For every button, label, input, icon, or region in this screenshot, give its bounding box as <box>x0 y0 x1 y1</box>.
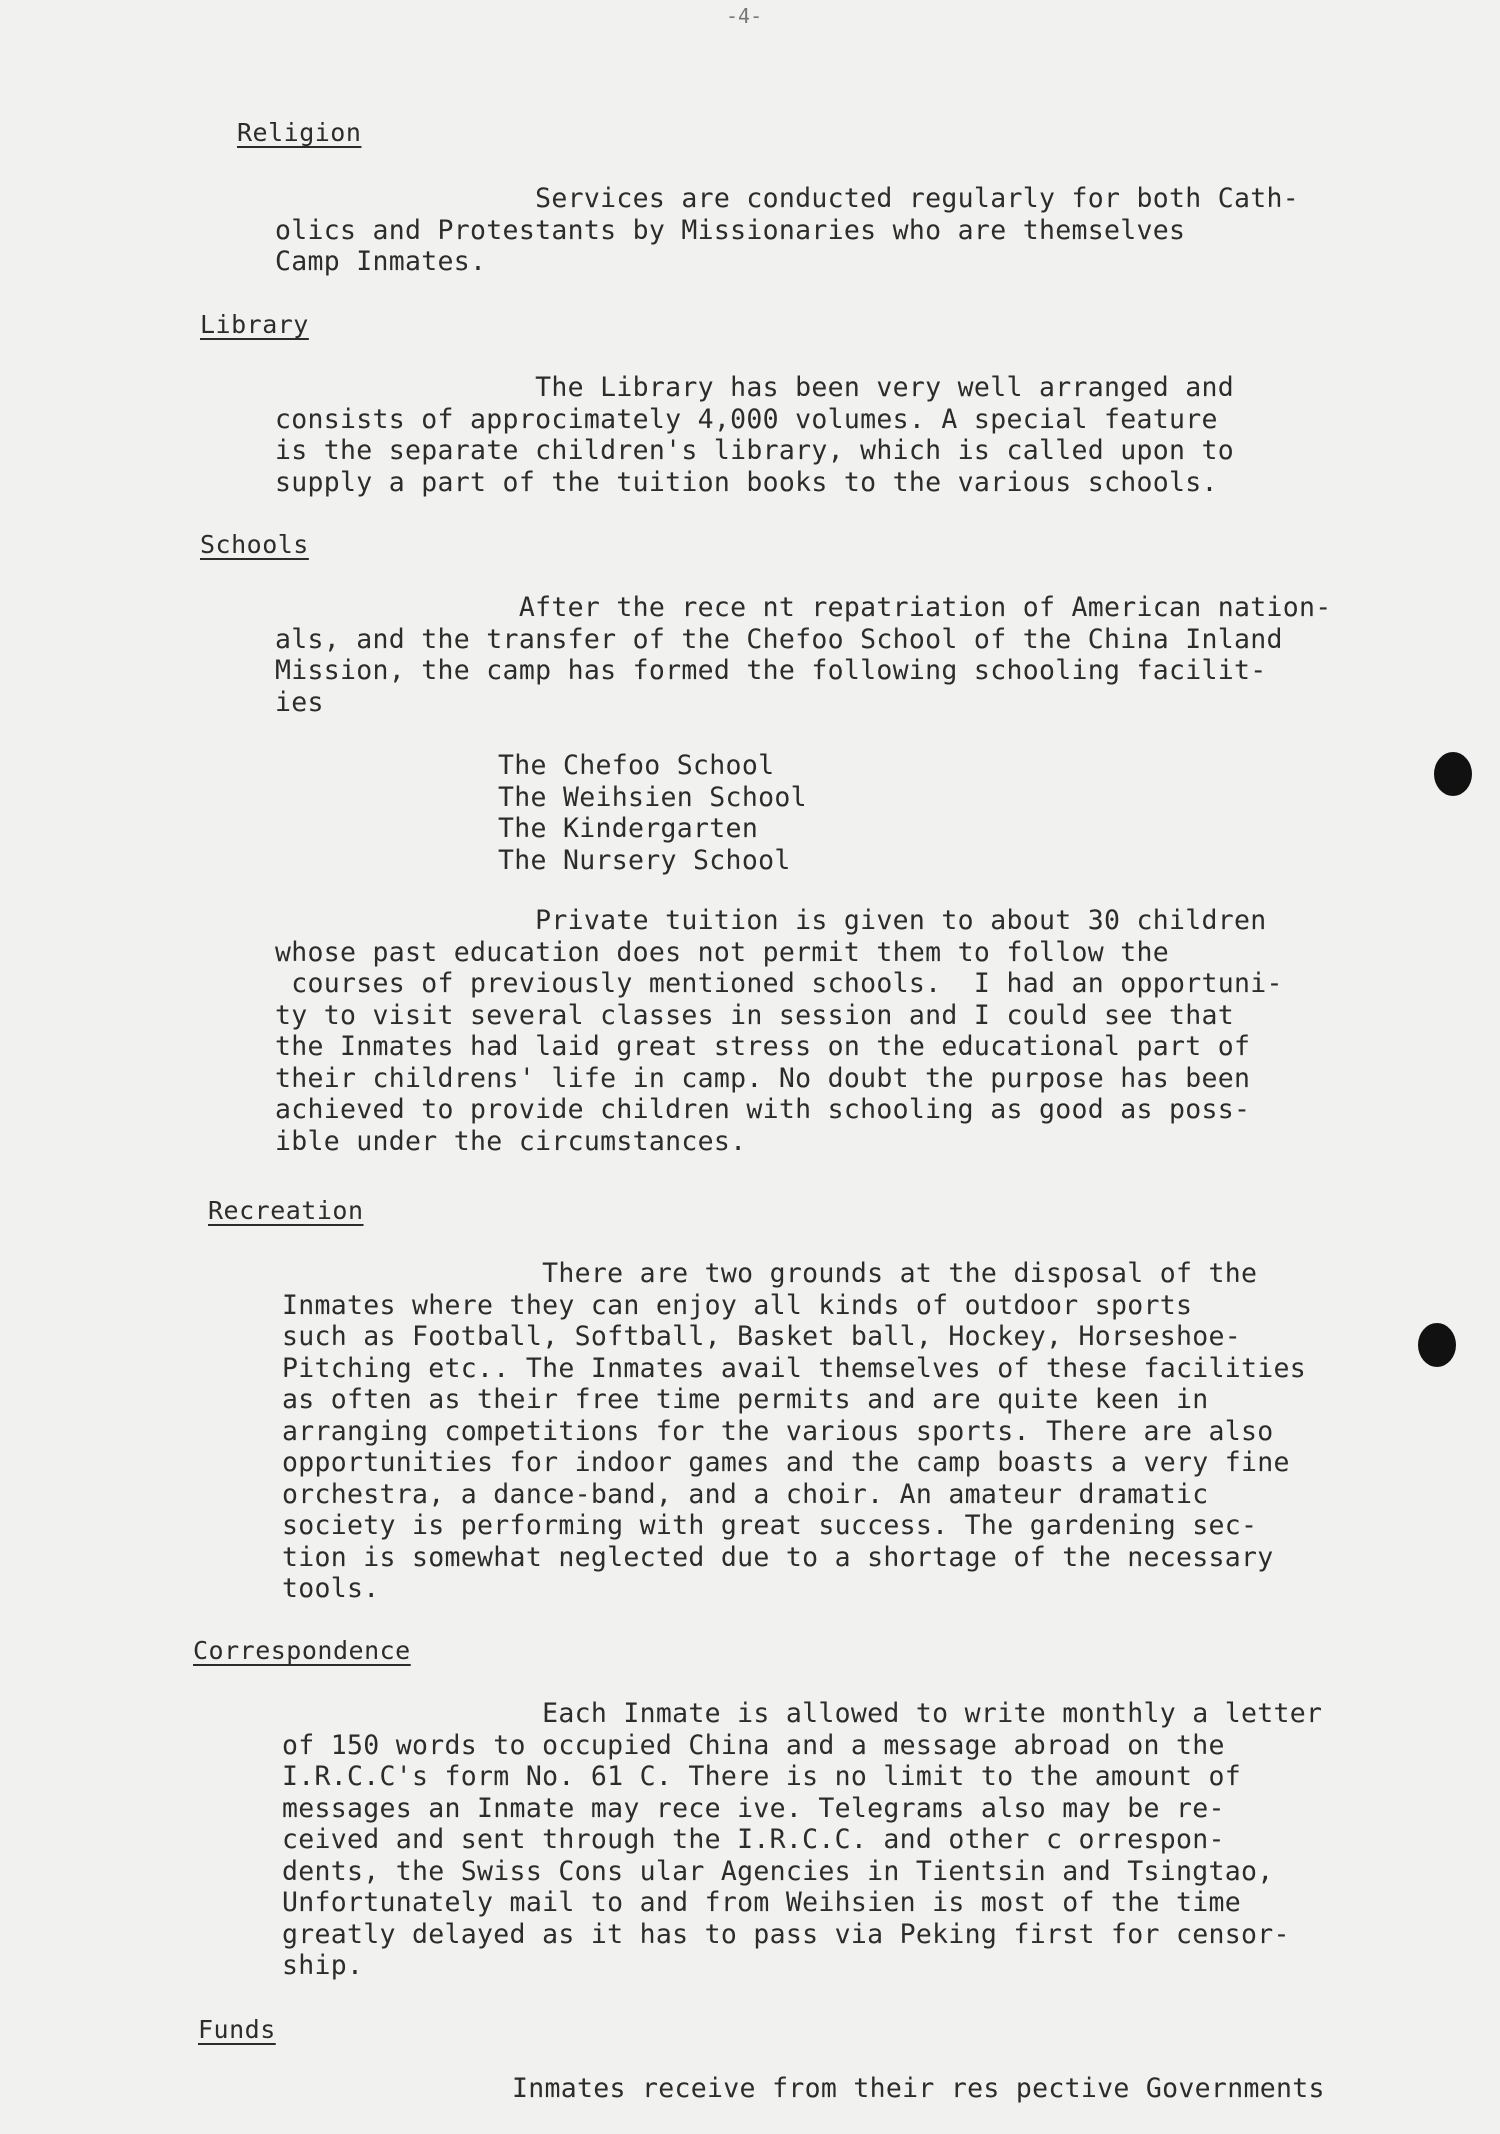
paragraph-line: ible under the circumstances. <box>275 1125 747 1157</box>
paragraph-line: consists of approcimately 4,000 volumes. A special feature <box>275 403 1218 435</box>
paragraph-line: The Weihsien School <box>498 781 807 813</box>
section-heading: Recreation <box>208 1196 364 1225</box>
paragraph-line: I.R.C.C's form No. 61 C. There is no limit to the amount of <box>282 1761 1242 1792</box>
section-heading: Correspondence <box>193 1636 411 1665</box>
page-number: -4- <box>726 4 763 28</box>
paragraph-line: tools. <box>282 1573 380 1604</box>
paragraph-line: opportunities for indoor games and the camp boasts a very fine <box>282 1447 1290 1478</box>
paragraph-line: their childrens' life in camp. No doubt the purpose has been <box>275 1062 1251 1094</box>
paragraph-line: After the rece nt repatriation of American nation- <box>275 592 1332 623</box>
paragraph-line: ty to visit several classes in session and I could see that <box>275 999 1235 1031</box>
section-paragraph <box>498 750 807 876</box>
paragraph-line: The Nursery School <box>498 844 791 876</box>
paragraph-line: Unfortunately mail to and from Weihsien is most of the time <box>282 1887 1242 1918</box>
paragraph-line: orchestra, a dance-band, and a choir. An amateur dramatic <box>282 1478 1209 1510</box>
section-paragraph <box>275 592 1332 718</box>
paragraph-line: dents, the Swiss Cons ular Agencies in Tientsin and Tsingtao, <box>282 1855 1274 1887</box>
paragraph-line: olics and Protestants by Missionaries who are themselves <box>275 214 1186 246</box>
section-paragraph <box>275 905 1283 1157</box>
paragraph-line: supply a part of the tuition books to the various schools. <box>275 466 1218 498</box>
paragraph-line: als, and the transfer of the Chefoo School of the China Inland <box>275 623 1283 655</box>
paragraph-line: the Inmates had laid great stress on the educational part of <box>275 1031 1251 1062</box>
paragraph-line: Each Inmate is allowed to write monthly a letter <box>282 1698 1323 1729</box>
paragraph-line: such as Football, Softball, Basket ball, Hockey, Horseshoe- <box>282 1321 1242 1352</box>
paragraph-line: ceived and sent through the I.R.C.C. and other c orrespon- <box>282 1824 1225 1855</box>
paragraph-line: whose past education does not permit them to follow the <box>275 936 1169 968</box>
section-heading: Religion <box>237 118 362 147</box>
section-paragraph <box>512 2073 1325 2105</box>
paragraph-line: is the separate children's library, which is called upon to <box>275 435 1235 466</box>
paragraph-line: Camp Inmates. <box>275 246 487 277</box>
paragraph-line: Mission, the camp has formed the following schooling facilit- <box>275 655 1267 686</box>
paragraph-line: The Kindergarten <box>498 813 759 844</box>
paragraph-line: Inmates receive from their res pective Governments <box>512 2073 1325 2104</box>
paragraph-line: tion is somewhat neglected due to a shortage of the necessary <box>282 1541 1274 1573</box>
section-heading: Schools <box>200 530 309 559</box>
punch-hole <box>1418 1323 1456 1367</box>
paragraph-line: The Chefoo School <box>498 750 775 781</box>
paragraph-line: society is performing with great success. The gardening sec- <box>282 1510 1258 1541</box>
paragraph-line: achieved to provide children with schooling as good as poss- <box>275 1094 1251 1125</box>
paragraph-line: Inmates where they can enjoy all kinds of outdoor sports <box>282 1289 1193 1321</box>
section-paragraph <box>282 1258 1306 1605</box>
section-paragraph <box>282 1698 1322 1982</box>
paragraph-line: as often as their free time permits and are quite keen in <box>282 1384 1209 1415</box>
paragraph-line: Pitching etc.. The Inmates avail themselves of these facilities <box>282 1352 1307 1384</box>
paragraph-line: greatly delayed as it has to pass via Peking first for censor- <box>282 1918 1290 1950</box>
paragraph-line: arranging competitions for the various sports. There are also <box>282 1415 1274 1447</box>
paragraph-line: courses of previously mentioned schools. I had an opportuni- <box>275 968 1283 999</box>
paragraph-line: messages an Inmate may rece ive. Telegrams also may be re- <box>282 1792 1225 1824</box>
paragraph-line: The Library has been very well arranged and <box>275 372 1235 403</box>
paragraph-line: ies <box>275 686 324 718</box>
paragraph-line: ship. <box>282 1950 364 1981</box>
punch-hole <box>1434 752 1472 796</box>
paragraph-line: of 150 words to occupied China and a message abroad on the <box>282 1729 1225 1761</box>
section-heading: Funds <box>198 2015 276 2044</box>
paragraph-line: Private tuition is given to about 30 children <box>275 905 1267 936</box>
section-paragraph <box>275 372 1234 498</box>
paragraph-line: Services are conducted regularly for both Cath- <box>275 183 1300 214</box>
section-paragraph <box>275 183 1299 278</box>
paragraph-line: There are two grounds at the disposal of the <box>282 1258 1258 1289</box>
section-heading: Library <box>200 310 309 339</box>
